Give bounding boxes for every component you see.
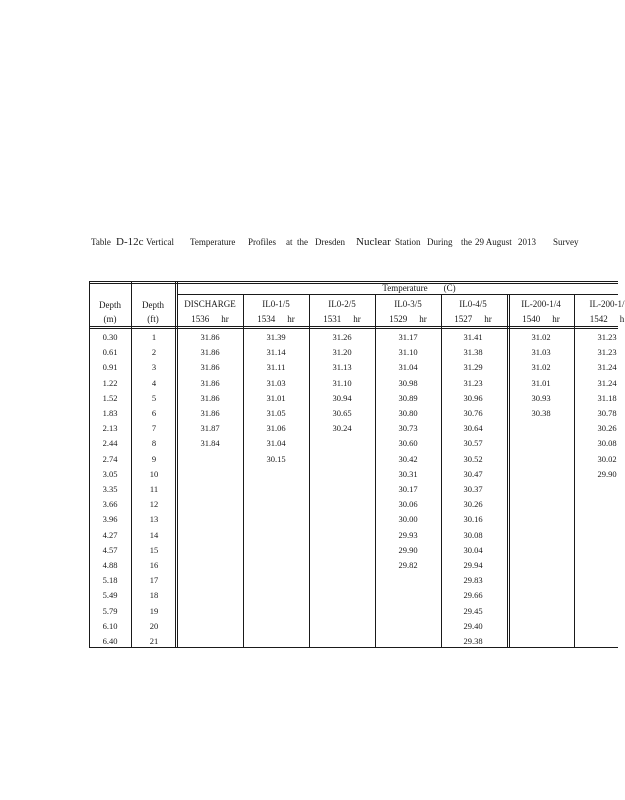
table-id: D-12c: [116, 236, 144, 248]
temperature-cell: 30.76: [463, 408, 483, 418]
temperature-cell: 31.02: [531, 332, 551, 342]
temperature-cell: 31.86: [200, 362, 220, 373]
temperature-cell: 30.00: [398, 514, 418, 525]
station-time-header: [389, 314, 427, 324]
depth-ft-cell: 7: [151, 423, 157, 434]
title-word: at: [286, 237, 293, 247]
column-rule: [574, 294, 575, 648]
station-name-header: DISCHARGE: [184, 299, 236, 309]
title-word: During: [427, 237, 453, 247]
temperature-cell: 30.38: [531, 408, 551, 418]
depth-ft-cell: 21: [149, 636, 159, 646]
depth-ft-unit: (ft): [147, 314, 159, 324]
temperature-cell: 31.11: [266, 362, 286, 373]
column-rule: [441, 294, 442, 648]
temperature-label: Temperature: [382, 283, 428, 293]
station-name-header: IL-200-1/: [589, 299, 625, 309]
station-time-header: [191, 314, 229, 324]
title-word: Survey: [553, 237, 579, 247]
temperature-cell: 30.78: [597, 408, 617, 418]
depth-ft-cell: 15: [149, 544, 159, 555]
depth-ft-cell: 8: [151, 438, 157, 449]
depth-ft-cell: 12: [149, 499, 159, 510]
depth-ft-cell: 13: [149, 514, 159, 525]
column-rule: [131, 281, 132, 648]
depth-m-cell: 2.74: [102, 453, 118, 464]
temperature-cell: 30.26: [597, 423, 617, 434]
depth-m-cell: 0.91: [102, 362, 118, 373]
header-bottom-rule-double: [89, 328, 618, 329]
temperature-cell: 30.57: [463, 438, 483, 449]
table-left-rule: [89, 281, 90, 648]
temperature-cell: 31.03: [266, 377, 286, 388]
temperature-cell: 31.23: [463, 377, 483, 388]
depth-ft-cell: 19: [149, 605, 159, 616]
title-word: the: [461, 237, 472, 247]
temperature-cell: 31.86: [200, 408, 220, 418]
depth-m-cell: 1.83: [102, 408, 118, 418]
temperature-cell: 30.98: [398, 377, 418, 388]
station-time: 1531: [323, 314, 342, 324]
station-name-header: IL0-3/5: [394, 299, 422, 309]
temperature-cell: 31.20: [332, 347, 352, 358]
depth-ft-cell: 1: [151, 332, 157, 342]
station-time-unit: hr: [287, 314, 295, 324]
depth-ft-cell: 14: [149, 529, 159, 540]
title-word: Vertical: [146, 237, 174, 247]
depth-m-cell: 4.88: [102, 560, 118, 570]
column-rule: [175, 281, 176, 648]
temperature-cell: 31.23: [597, 332, 617, 342]
column-rule: [243, 294, 244, 648]
station-name-header: IL0-1/5: [262, 299, 290, 309]
depth-m-cell: 3.66: [102, 499, 118, 510]
temperature-cell: 30.93: [531, 392, 551, 403]
table-top-rule-double: [89, 283, 618, 284]
title-word: Dresden: [315, 237, 345, 247]
temperature-cell: 30.24: [332, 423, 352, 434]
temperature-cell: 30.17: [398, 484, 418, 494]
temperature-cell: 30.37: [463, 484, 483, 494]
temperature-cell: 31.06: [266, 423, 286, 434]
temperature-cell: 31.87: [200, 423, 220, 434]
temperature-cell: 29.40: [463, 620, 483, 631]
station-time-unit: hr: [484, 314, 492, 324]
temperature-cell: 31.84: [200, 438, 220, 449]
title-word: Profiles: [248, 237, 276, 247]
temperature-cell: 31.39: [266, 332, 286, 342]
temperature-cell: 30.60: [398, 438, 418, 449]
temperature-cell: 31.05: [266, 408, 286, 418]
title-word: 29 August: [475, 237, 512, 247]
station-time-unit: hr: [353, 314, 361, 324]
temperature-cell: 31.01: [266, 392, 286, 403]
temperature-cell: 31.24: [597, 362, 617, 373]
station-time: 1536: [191, 314, 210, 324]
temperature-cell: 29.38: [463, 636, 483, 646]
column-rule: [375, 294, 376, 648]
station-time-header: [323, 314, 361, 324]
temperature-cell: 29.83: [463, 575, 483, 586]
station-time: 1540: [522, 314, 541, 324]
title-prefix: Table: [91, 237, 111, 247]
column-rule: [507, 294, 508, 648]
temperature-cell: 31.86: [200, 347, 220, 358]
title-word: Nuclear: [356, 236, 391, 248]
depth-ft-cell: 3: [151, 362, 157, 373]
depth-m-cell: 1.52: [102, 392, 118, 403]
temperature-cell: 30.52: [463, 453, 483, 464]
header-bottom-rule: [89, 326, 618, 327]
temperature-cell: 30.89: [398, 392, 418, 403]
temperature-header: [382, 283, 455, 293]
temperature-cell: 31.23: [597, 347, 617, 358]
column-rule: [309, 294, 310, 648]
temperature-cell: 30.96: [463, 392, 483, 403]
depth-ft-cell: 6: [151, 408, 157, 418]
station-time-unit: hr: [419, 314, 427, 324]
temperature-cell: 30.08: [597, 438, 617, 449]
depth-m-header: Depth: [99, 300, 121, 310]
temperature-cell: 31.24: [597, 377, 617, 388]
temperature-cell: 30.94: [332, 392, 352, 403]
temperature-cell: 31.10: [398, 347, 418, 358]
temperature-cell: 30.65: [332, 408, 352, 418]
temperature-cell: 31.38: [463, 347, 483, 358]
temperature-cell: 30.02: [597, 453, 617, 464]
column-rule-double: [509, 294, 510, 648]
temperature-cell: 31.10: [332, 377, 352, 388]
temperature-cell: 30.64: [463, 423, 483, 434]
temperature-cell: 29.90: [597, 468, 617, 479]
title-word: the: [297, 237, 308, 247]
depth-m-cell: 2.44: [102, 438, 118, 449]
temperature-cell: 31.29: [463, 362, 483, 373]
temperature-cell: 30.04: [463, 544, 483, 555]
temperature-cell: 29.66: [463, 590, 483, 601]
temperature-cell: 30.42: [398, 453, 418, 464]
depth-ft-cell: 10: [149, 468, 159, 479]
depth-ft-cell: 17: [149, 575, 159, 586]
depth-m-unit: (m): [103, 314, 117, 324]
temperature-cell: 31.14: [266, 347, 286, 358]
temperature-profile-table: [89, 281, 625, 648]
depth-m-cell: 5.79: [102, 605, 118, 616]
depth-m-cell: 4.27: [102, 529, 118, 540]
station-time-header: [590, 314, 625, 324]
temperature-cell: 30.31: [398, 468, 418, 479]
depth-ft-cell: 11: [149, 484, 159, 494]
temperature-cell: 31.13: [332, 362, 352, 373]
temperature-cell: 31.18: [597, 392, 617, 403]
table-top-rule: [89, 281, 618, 282]
depth-m-cell: 2.13: [102, 423, 118, 434]
temperature-cell: 31.02: [531, 362, 551, 373]
temperature-cell: 29.94: [463, 560, 483, 570]
temperature-cell: 31.86: [200, 332, 220, 342]
temperature-cell: 30.80: [398, 408, 418, 418]
station-time-unit: hr: [221, 314, 229, 324]
depth-m-cell: 3.35: [102, 484, 118, 494]
temperature-cell: 30.16: [463, 514, 483, 525]
depth-m-cell: 0.30: [102, 332, 118, 342]
temperature-cell: 31.04: [266, 438, 286, 449]
temperature-cell: 30.47: [463, 468, 483, 479]
depth-ft-cell: 18: [149, 590, 159, 601]
title-word: 2013: [518, 237, 536, 247]
depth-ft-cell: 16: [149, 560, 159, 570]
temperature-span-rule: [178, 294, 618, 295]
depth-ft-cell: 20: [149, 620, 159, 631]
station-time-header: [257, 314, 295, 324]
depth-ft-cell: 5: [151, 392, 157, 403]
temperature-cell: 30.06: [398, 499, 418, 510]
depth-m-cell: 5.18: [102, 575, 118, 586]
temperature-cell: 31.86: [200, 377, 220, 388]
depth-m-cell: 3.05: [102, 468, 118, 479]
title-word: Temperature: [190, 237, 236, 247]
temperature-cell: 30.73: [398, 423, 418, 434]
temperature-unit: (C): [443, 283, 456, 293]
temperature-cell: 30.15: [266, 453, 286, 464]
depth-ft-cell: 9: [151, 453, 157, 464]
temperature-cell: 31.41: [463, 332, 483, 342]
station-time-header: [522, 314, 560, 324]
temperature-cell: 29.45: [463, 605, 483, 616]
depth-m-cell: 0.61: [102, 347, 118, 358]
temperature-cell: 31.04: [398, 362, 418, 373]
depth-m-cell: 3.96: [102, 514, 118, 525]
temperature-cell: 30.08: [463, 529, 483, 540]
depth-m-cell: 4.57: [102, 544, 118, 555]
depth-ft-cell: 2: [151, 347, 157, 358]
depth-m-cell: 1.22: [102, 377, 118, 388]
station-time-header: [454, 314, 492, 324]
title-word: Station: [395, 237, 421, 247]
temperature-cell: 31.26: [332, 332, 352, 342]
temperature-cell: 29.82: [398, 560, 418, 570]
table-bottom-rule: [89, 647, 618, 648]
station-name-header: IL0-4/5: [459, 299, 487, 309]
temperature-cell: 29.93: [398, 529, 418, 540]
temperature-cell: 31.03: [531, 347, 551, 358]
station-time-unit: hr: [552, 314, 560, 324]
depth-ft-cell: 4: [151, 377, 157, 388]
station-time: 1534: [257, 314, 276, 324]
temperature-cell: 30.26: [463, 499, 483, 510]
depth-m-cell: 6.10: [102, 620, 118, 631]
station-time: 1542: [589, 314, 608, 324]
temperature-cell: 29.90: [398, 544, 418, 555]
depth-m-cell: 6.40: [102, 636, 118, 646]
station-time: 1527: [454, 314, 473, 324]
depth-m-cell: 5.49: [102, 590, 118, 601]
station-name-header: IL-200-1/4: [521, 299, 561, 309]
depth-ft-header: Depth: [142, 300, 164, 310]
station-time-unit: h: [619, 314, 625, 324]
temperature-cell: 31.17: [398, 332, 418, 342]
temperature-cell: 31.86: [200, 392, 220, 403]
station-time: 1529: [389, 314, 408, 324]
column-rule-double: [177, 281, 178, 648]
temperature-cell: 31.01: [531, 377, 551, 388]
station-name-header: IL0-2/5: [328, 299, 356, 309]
